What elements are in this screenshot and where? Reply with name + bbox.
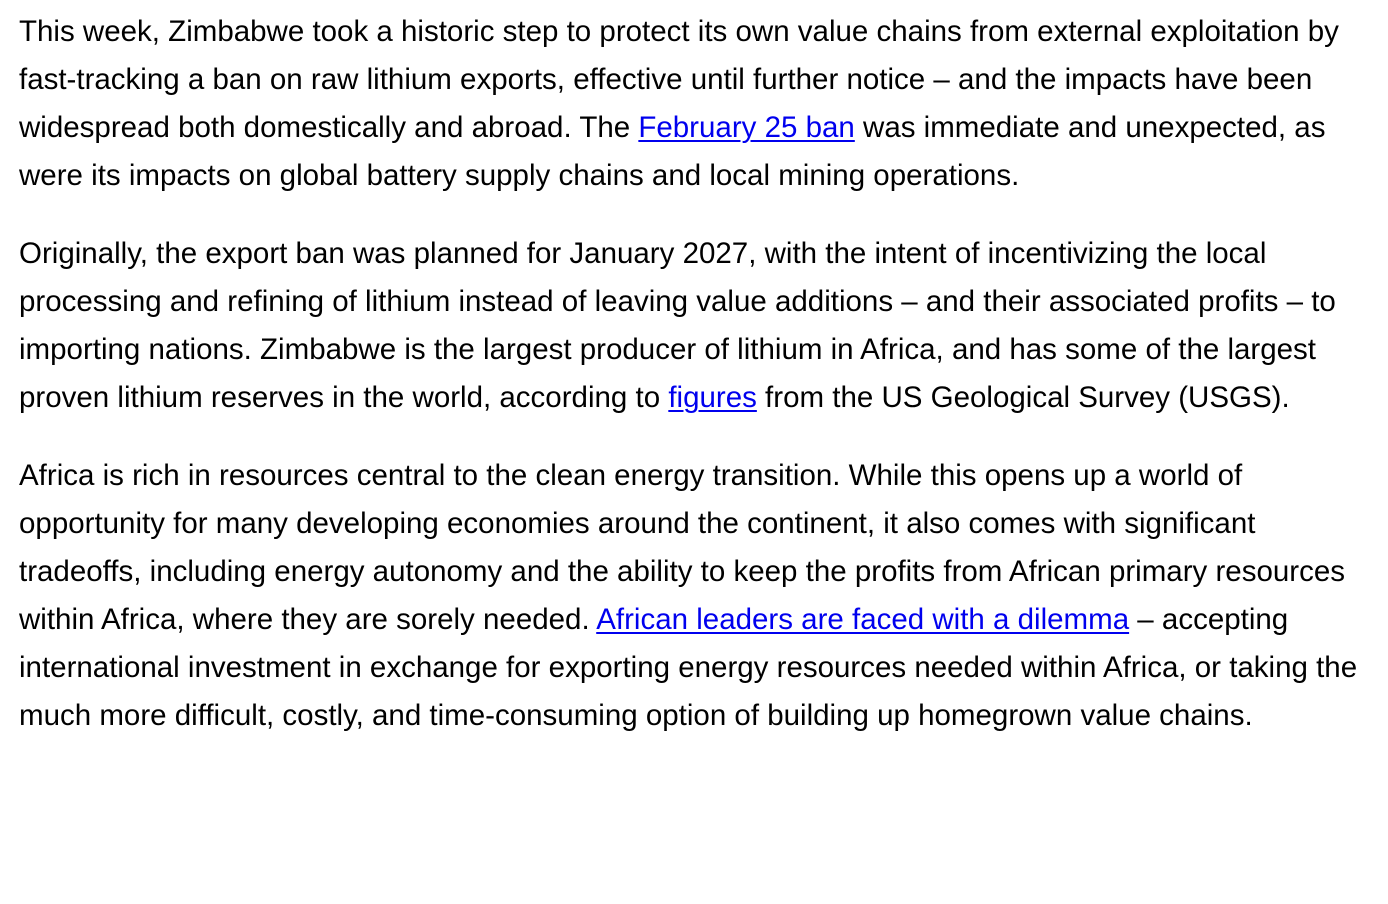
- february-25-ban-link[interactable]: February 25 ban: [638, 111, 855, 144]
- paragraph-text: from the US Geological Survey (USGS).: [756, 381, 1290, 414]
- paragraph-text: was immediate and unexpected, as were its impacts on global battery supply chains and local mining operations.: [19, 111, 1326, 192]
- paragraph-text: Africa is rich in resources central to the clean energy transition. While this opens up a world of opportunity for many developing economies around the continent, it also comes with significant tradeoffs, including energy autonomy and the ability to keep the profits from African primary resources within Africa, where they are sorely needed.: [19, 459, 1346, 636]
- paragraph-africa-resources: [19, 452, 1378, 740]
- paragraph-text: Originally, the export ban was planned for January 2027, with the intent of incentivizing the local processing and refining of lithium instead of leaving value additions – and their associated profits – to importing nations. Zimbabwe is the largest producer of lithium in Africa, and has some of the largest proven lithium reserves in the world, according to: [19, 237, 1336, 414]
- african-leaders-dilemma-link[interactable]: African leaders are faced with a dilemma: [596, 603, 1130, 636]
- paragraph-text: This week, Zimbabwe took a historic step to protect its own value chains from external exploitation by fast-tracking a ban on raw lithium exports, effective until further notice – and the impacts have been widespread both domestically and abroad. The: [19, 15, 1339, 144]
- paragraph-text: – accepting international investment in exchange for exporting energy resources needed within Africa, or taking the much more difficult, costly, and time-consuming option of building up homegrown value chains.: [19, 603, 1358, 732]
- paragraph-zimbabwe-ban: [19, 8, 1378, 200]
- usgs-figures-link[interactable]: figures: [668, 381, 757, 414]
- paragraph-original-plan: [19, 230, 1378, 422]
